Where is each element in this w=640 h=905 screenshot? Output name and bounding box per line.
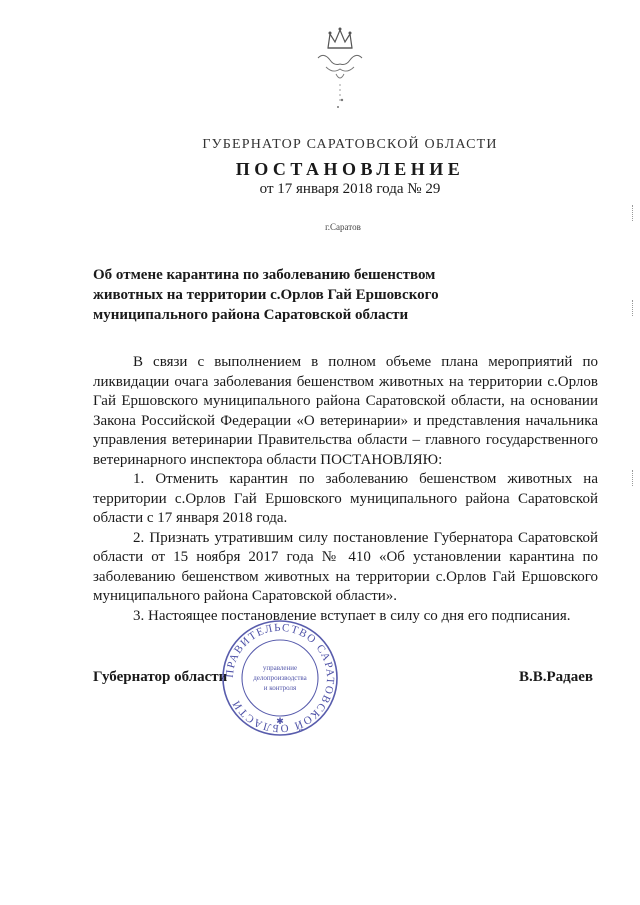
document-subject: Об отмене карантина по заболеванию бешенством животных на территории с.Орлов Гай Ершовского муниципального района Саратовской области — [93, 267, 439, 323]
signer-name: В.В.Радаев — [519, 669, 594, 685]
crown-emblem-icon — [300, 12, 380, 112]
scan-edge-mark — [632, 470, 637, 486]
seal-outer-text: ПРАВИТЕЛЬСТВО САРАТОВСКОЙ ОБЛАСТИ — [223, 621, 337, 735]
scan-edge-mark — [632, 300, 637, 316]
scan-edge-mark — [632, 205, 637, 221]
document-body — [93, 353, 598, 626]
official-seal — [220, 618, 340, 738]
body-item-2: 2. Признать утратившим силу постановление Губернатора Саратовской области от 15 ноября 2017 года № 410 «Об установлении карантина по заболеванию бешенством животных на территории с.Орлов Гай Ершовского муниципального района Саратовской области». — [93, 529, 598, 604]
body-item-1: 1. Отменить карантин по заболеванию бешенством животных на территории с.Орлов Гай Ершовского муниципального района Саратовской области с 17 января 2018 года. — [93, 471, 598, 526]
seal-inner-line-3: и контроля — [263, 684, 297, 692]
seal-inner-line-1: управление — [262, 664, 298, 672]
seal-inner-line-2: делопроизводства — [253, 674, 307, 682]
svg-text:✱: ✱ — [276, 716, 284, 726]
seal-stamp-icon — [220, 618, 340, 738]
signer-title: Губернатор области — [93, 669, 228, 685]
body-preamble: В связи с выполнением в полном объеме плана мероприятий по ликвидации очага заболевания бешенством животных на территории с.Орлов Гай Ершовского муниципального района Саратовской области, на основании Закона Российской Федерации «О ветеринарии» и представления начальника управления ветеринарии Правительства области – главного государственного ветеринарного инспектора области ПОСТАНОВЛЯЮ: — [93, 354, 598, 468]
document-date-number: от 17 января 2018 года № 29 — [259, 181, 441, 197]
document-city: г.Саратов — [325, 222, 361, 232]
issuing-authority: ГУБЕРНАТОР САРАТОВСКОЙ ОБЛАСТИ — [202, 137, 498, 152]
document-type-title: ПОСТАНОВЛЕНИЕ — [235, 159, 465, 179]
body-item-3: 3. Настоящее постановление вступает в силу со дня его подписания. — [133, 607, 571, 624]
